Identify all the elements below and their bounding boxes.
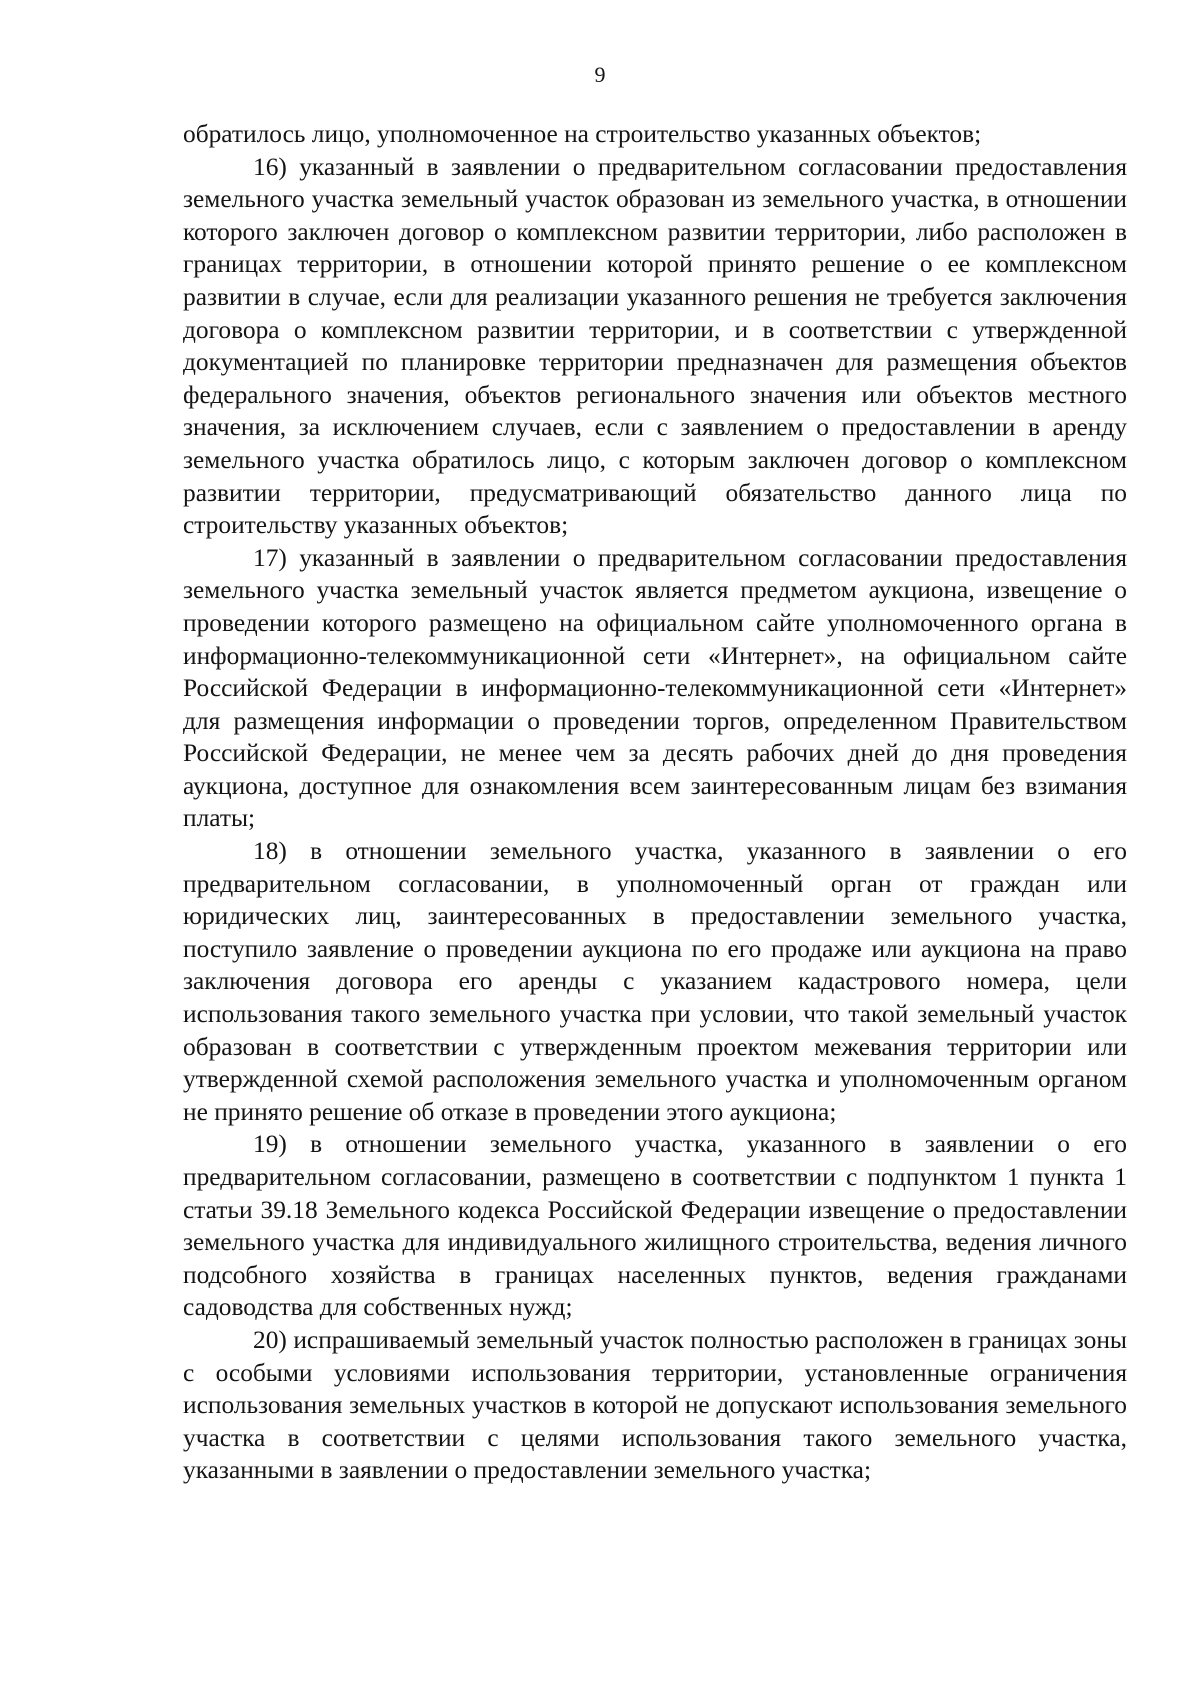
paragraph-item-16: 16) указанный в заявлении о предварительном согласовании предоставления земельного участка земельный участок образован из земельного участка, в отношении которого заключен договор о комплексном развитии территории, либо расположен в границах территории, в отношении которой принято решение о ее комплексном развитии в случае, если для реализации указанного решения не требуется заключения договора о комплексном развитии территории, и в соответствии с утвержденной документацией по планировке территории предназначен для размещения объектов федерального значения, объектов регионального значения или объектов местного значения, за исключением случаев, если с заявлением о предоставлении в аренду земельного участка обратилось лицо, с которым заключен договор о комплексном развитии территории, предусматривающий обязательство данного лица по строительству указанных объектов; [183,152,1127,540]
paragraph-item-20: 20) испрашиваемый земельный участок полностью расположен в границах зоны с особыми условиями использования территории, установленные ограничения использования земельных участков в которой не допускают использования земельного участка в соответствии с целями использования такого земельного участка, указанными в заявлении о предоставлении земельного участка; [183,1325,1127,1485]
paragraph-continuation: обратилось лицо, уполномоченное на строительство указанных объектов; [183,120,982,148]
document-body [183,118,1127,1487]
paragraph-item-18: 18) в отношении земельного участка, указанного в заявлении о его предварительном согласовании, в уполномоченный орган от граждан или юридических лиц, заинтересованных в предоставлении земельного участка, поступило заявление о проведении аукциона по его продаже или аукциона на право заключения договора его аренды с указанием кадастрового номера, цели использования такого земельного участка при условии, что такой земельный участок образован в соответствии с утвержденным проектом межевания территории или утвержденной схемой расположения земельного участка и уполномоченным органом не принято решение об отказе в проведении этого аукциона; [183,837,1127,1126]
page-number: 9 [594,62,606,87]
paragraph-item-19: 19) в отношении земельного участка, указанного в заявлении о его предварительном согласовании, размещено в соответствии с подпунктом 1 пункта 1 статьи 39.18 Земельного кодекса Российской Федерации извещение о предоставлении земельного участка для индивидуального жилищного строительства, ведения личного подсобного хозяйства в границах населенных пунктов, ведения гражданами садоводства для собственных нужд; [183,1130,1127,1322]
paragraph-item-17: 17) указанный в заявлении о предварительном согласовании предоставления земельного участка земельный участок является предметом аукциона, извещение о проведении которого размещено на официальном сайте уполномоченного органа в информационно-телекоммуникационной сети «Интернет», на официальном сайте Российской Федерации в информационно-телекоммуникационной сети «Интернет» для размещения информации о проведении торгов, определенном Правительством Российской Федерации, не менее чем за десять рабочих дней до дня проведения аукциона, доступное для ознакомления всем заинтересованным лицам без взимания платы; [183,543,1127,833]
